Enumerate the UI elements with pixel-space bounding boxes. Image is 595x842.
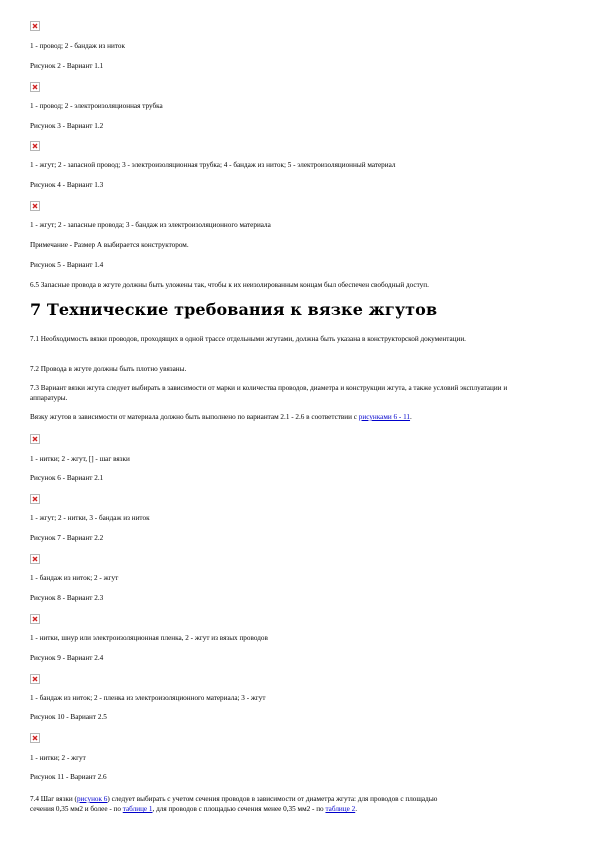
figure-caption: 1 - нитки, шнур или электроизоляционная пленка, 2 - жгут из вязых проводов: [30, 634, 268, 642]
figure-title: Рисунок 5 - Вариант 1.4: [30, 261, 104, 269]
figure-title: Рисунок 8 - Вариант 2.3: [30, 594, 104, 602]
paragraph-text: 7.4 Шаг вязки (: [30, 795, 77, 803]
paragraph-text: .: [355, 805, 358, 813]
figure-caption: 1 - нитки; 2 - жгут, [] - шаг вязки: [30, 455, 130, 463]
figure-caption: 1 - бандаж из ниток; 2 - жгут: [30, 574, 119, 582]
paragraph-text: .: [410, 413, 412, 421]
figure-title: Рисунок 9 - Вариант 2.4: [30, 654, 104, 662]
broken-image-icon: [30, 201, 40, 211]
broken-image-icon: [30, 82, 40, 92]
figure-title: Рисунок 3 - Вариант 1.2: [30, 122, 104, 130]
paragraph-7-3: 7.3 Вариант вязки жгута следует выбирать в зависимости от марки и количества проводов, диаметра и конструкции жгута, а также условий эксплуатации и аппаратуры.: [30, 384, 508, 402]
paragraph-text: , для проводов с площадью сечения менее 0,35 мм2 - по: [152, 805, 326, 813]
broken-image-icon: [30, 614, 40, 624]
broken-image-icon: [30, 733, 40, 743]
figure-caption: 1 - бандаж из ниток; 2 - пленка из электроизоляционного материала; 3 - жгут: [30, 694, 266, 702]
figure-caption: 1 - провод; 2 - бандаж из ниток: [30, 42, 125, 50]
broken-image-icon: [30, 141, 40, 151]
figure-caption: 1 - жгут; 2 - запасной провод; 3 - электроизоляционная трубка; 4 - бандаж из ниток; 5 - электроизоляционный материал: [30, 161, 396, 169]
paragraph-6-5: 6.5 Запасные провода в жгуте должны быть уложены так, чтобы к их неизолированным концам был обеспечен свободный доступ.: [30, 281, 429, 289]
figure-caption: 1 - жгут; 2 - запасные провода; 3 - бандаж из электроизоляционного материала: [30, 221, 271, 229]
figure-caption: 1 - провод; 2 - электроизоляционная трубка: [30, 102, 163, 110]
paragraph-text: ) следует выбирать с учетом сечения проводов в зависимости от диаметра жгута: для проводов с площадью: [107, 795, 438, 803]
figure-title: Рисунок 6 - Вариант 2.1: [30, 474, 104, 482]
paragraph-text: Вязку жгутов в зависимости от материала должно быть выполнено по вариантам 2.1 - 2.6 в соответствии с: [30, 413, 359, 421]
broken-image-icon: [30, 494, 40, 504]
figure-title: Рисунок 10 - Вариант 2.5: [30, 713, 107, 721]
figure-title: Рисунок 7 - Вариант 2.2: [30, 534, 104, 542]
figure-6-link[interactable]: рисунок 6: [76, 795, 108, 803]
table-2-link[interactable]: таблице 2: [325, 805, 356, 813]
figure-caption: 1 - нитки; 2 - жгут: [30, 754, 86, 762]
broken-image-icon: [30, 554, 40, 564]
table-1-link[interactable]: таблице 1: [122, 805, 153, 813]
figure-title: Рисунок 11 - Вариант 2.6: [30, 773, 107, 781]
paragraph-vyazka: [30, 413, 412, 423]
paragraph-7-2: 7.2 Провода в жгуте должны быть плотно увязаны.: [30, 365, 187, 373]
paragraph-7-4-line-1: [30, 795, 437, 805]
figures-link[interactable]: рисунками 6 - 11: [358, 413, 411, 421]
broken-image-icon: [30, 21, 40, 31]
paragraph-7-1: 7.1 Необходимость вязки проводов, проходящих в одной трассе отдельными жгутами, должна быть указана в конструкторской документации.: [30, 335, 466, 343]
figure-title: Рисунок 4 - Вариант 1.3: [30, 181, 104, 189]
figure-title: Рисунок 2 - Вариант 1.1: [30, 62, 104, 70]
broken-image-icon: [30, 674, 40, 684]
figure-note: Примечание - Размер А выбирается конструктором.: [30, 241, 189, 249]
figure-caption: 1 - жгут; 2 - нитки, 3 - бандаж из ниток: [30, 514, 150, 522]
section-heading: 7 Технические требования к вязке жгутов: [30, 300, 438, 319]
paragraph-text: сечения 0,35 мм2 и более - по: [30, 805, 123, 813]
broken-image-icon: [30, 434, 40, 444]
paragraph-7-4-line-2: [30, 805, 357, 815]
